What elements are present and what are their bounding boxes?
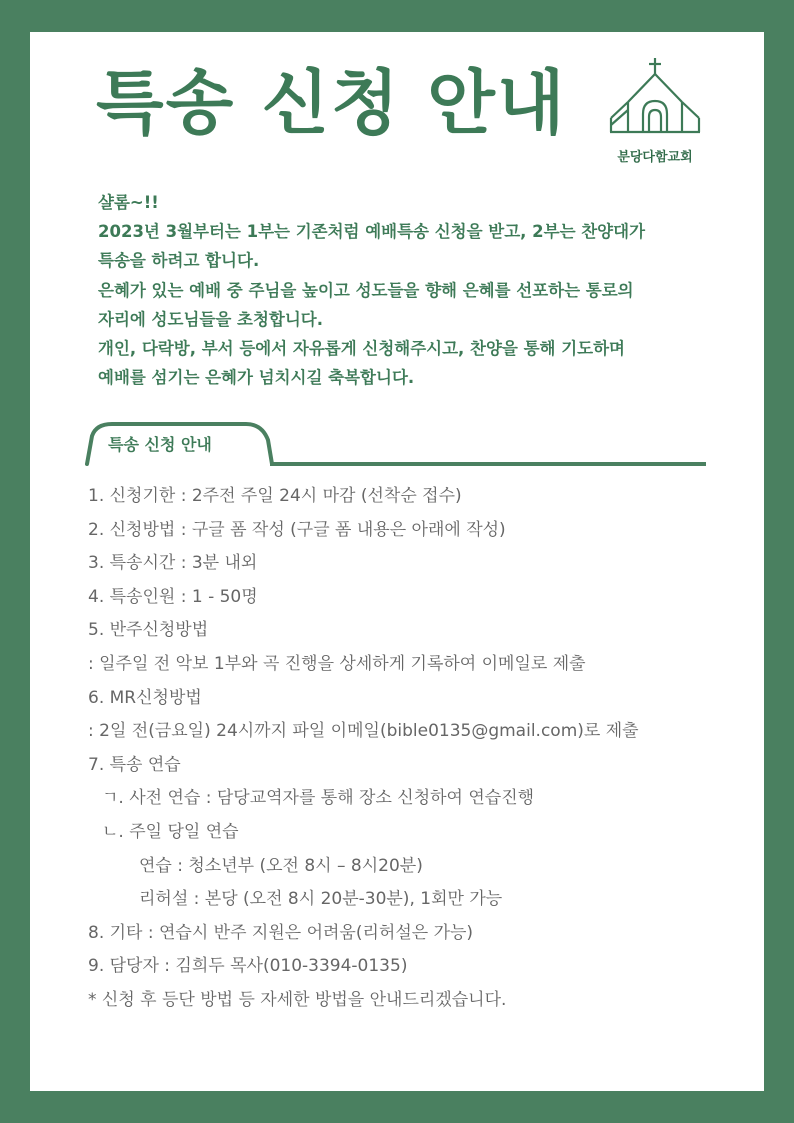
info-list [88, 480, 748, 1018]
list-item: 9. 담당자 : 김희두 목사(010-3394-0135) [88, 956, 408, 977]
page-title: 특송 신청 안내 [96, 62, 567, 144]
list-item: 리허설 : 본당 (오전 8시 20분-30분), 1회만 가능 [139, 889, 503, 910]
section-title: 특송 신청 안내 [108, 435, 212, 454]
section-divider [270, 462, 706, 466]
list-item: 3. 특송시간 : 3분 내외 [88, 553, 258, 574]
list-item: 8. 기타 : 연습시 반주 지원은 어려움(리허설은 가능) [88, 922, 474, 943]
list-item: : 2일 전(금요일) 24시까지 파일 이메일(bible0135@gmail.com)로 제출 [88, 721, 639, 742]
church-name: 분당다함교회 [617, 150, 693, 165]
list-item: : 일주일 전 악보 1부와 곡 진행을 상세하게 기록하여 이메일로 제출 [88, 653, 586, 674]
intro-line: 특송을 하려고 합니다. [98, 251, 260, 271]
list-item: 1. 신청기한 : 2주전 주일 24시 마감 (선착순 접수) [88, 486, 462, 506]
list-item: 연습 : 청소년부 (오전 8시 – 8시20분) [139, 855, 423, 876]
section-header-tab [84, 422, 274, 466]
notice-page [30, 32, 764, 1091]
list-item: ㄱ. 사전 연습 : 담당교역자를 통해 장소 신청하여 연습진행 [102, 788, 535, 809]
list-item: ㄴ. 주일 당일 연습 [102, 821, 239, 842]
intro-line: 개인, 다락방, 부서 등에서 자유롭게 신청해주시고, 찬양을 통해 기도하며 [98, 339, 625, 359]
list-item: 5. 반주신청방법 [88, 620, 209, 641]
intro-line: 샬롬~!! [98, 193, 159, 212]
intro-line: 은혜가 있는 예배 중 주님을 높이고 성도들을 향해 은혜를 선포하는 통로의 [98, 280, 634, 300]
intro-line: 자리에 성도님들을 초청합니다. [98, 309, 323, 329]
intro-line: 2023년 3월부터는 1부는 기존처럼 예배특송 신청을 받고, 2부는 찬양대가 [98, 222, 646, 242]
list-item: 6. MR신청방법 [88, 687, 202, 708]
intro-line: 예배를 섬기는 은혜가 넘치시길 축복합니다. [98, 368, 415, 388]
list-item: 4. 특송인원 : 1 - 50명 [88, 586, 258, 607]
list-item: 2. 신청방법 : 구글 폼 작성 (구글 폼 내용은 아래에 작성) [88, 519, 506, 540]
intro-message [98, 188, 738, 392]
list-item: * 신청 후 등단 방법 등 자세한 방법을 안내드리겠습니다. [88, 989, 507, 1010]
list-item: 7. 특송 연습 [88, 754, 181, 775]
